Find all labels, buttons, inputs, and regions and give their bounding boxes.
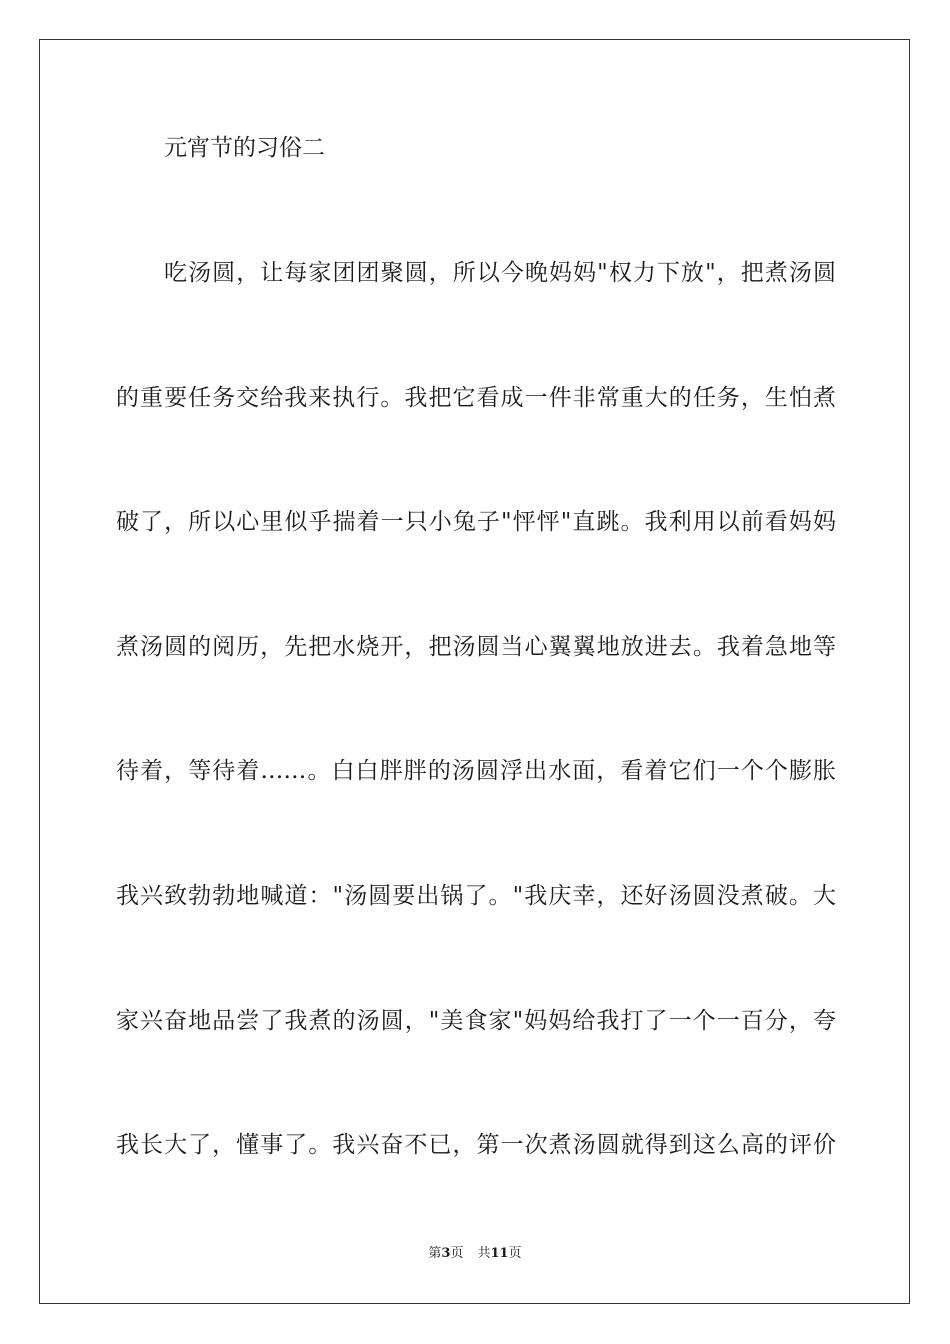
text-line-5: 待着，等待着……。白白胖胖的汤圆浮出水面，看着它们一个个膨胀 xyxy=(116,758,836,784)
total-pages: 11 xyxy=(490,1246,509,1261)
text-line-7: 家兴奋地品尝了我煮的汤圆，"美食家"妈妈给我打了一个一百分，夸 xyxy=(116,1008,836,1034)
total-prefix: 共 xyxy=(477,1246,491,1261)
page-border xyxy=(39,39,910,1304)
page-footer xyxy=(0,1245,950,1263)
text-line-1: 吃汤圆，让每家团团聚圆，所以今晚妈妈"权力下放"，把煮汤圆 xyxy=(164,260,836,286)
page-suffix: 页 xyxy=(450,1246,464,1261)
text-line-3: 破了，所以心里似乎揣着一只小兔子"怦怦"直跳。我利用以前看妈妈 xyxy=(116,509,836,535)
document-title: 元宵节的习俗二 xyxy=(164,135,325,161)
total-suffix: 页 xyxy=(508,1246,522,1261)
text-line-6: 我兴致勃勃地喊道："汤圆要出锅了。"我庆幸，还好汤圆没煮破。大 xyxy=(116,883,836,909)
page-prefix: 第 xyxy=(428,1246,442,1261)
text-line-8: 我长大了，懂事了。我兴奋不已，第一次煮汤圆就得到这么高的评价 xyxy=(116,1132,836,1158)
text-line-2: 的重要任务交给我来执行。我把它看成一件非常重大的任务，生怕煮 xyxy=(116,385,836,411)
text-line-4: 煮汤圆的阅历，先把水烧开，把汤圆当心翼翼地放进去。我着急地等 xyxy=(116,634,836,660)
page-number: 3 xyxy=(441,1246,451,1261)
